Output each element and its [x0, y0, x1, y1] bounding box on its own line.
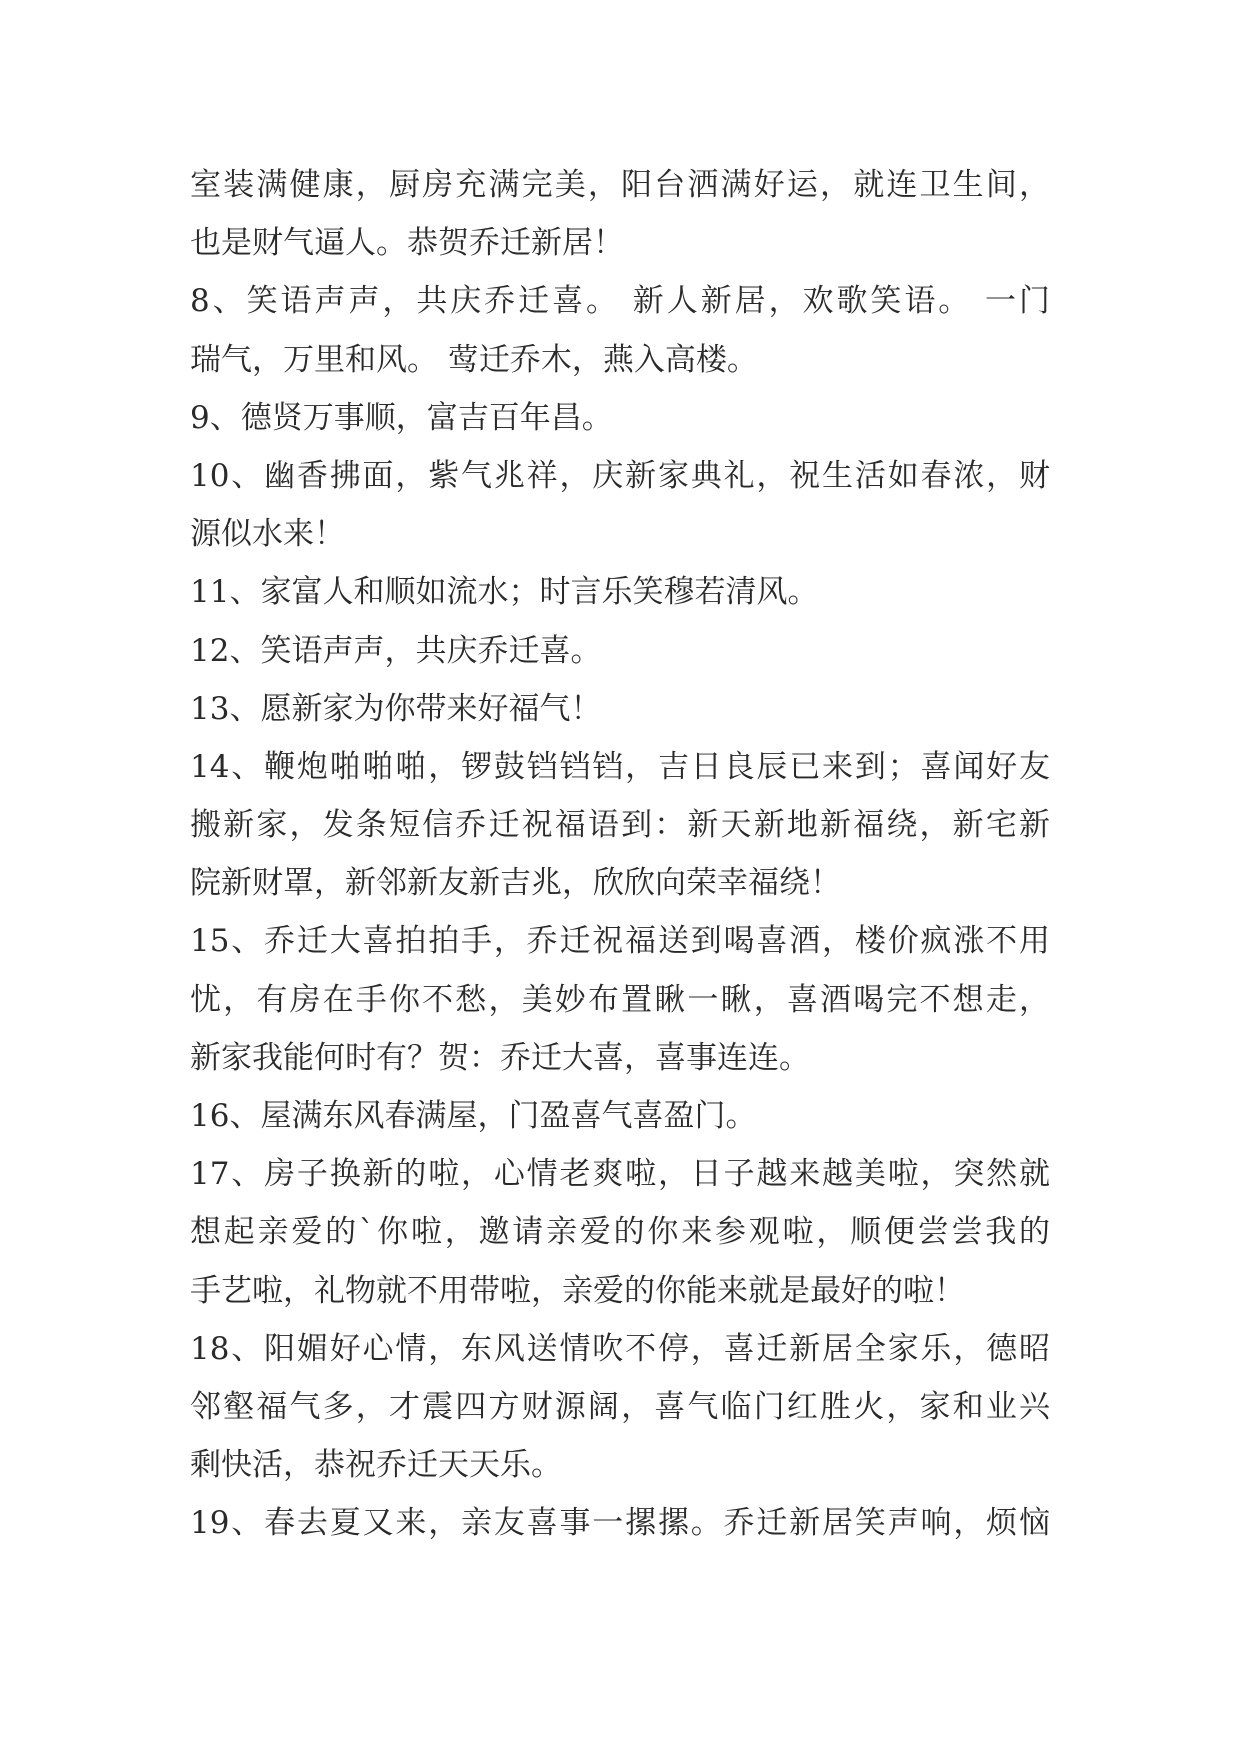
text-line: 19、春去夏又来，亲友喜事一摞摞。乔迁新居笑声响，烦恼: [190, 1505, 1050, 1542]
text-line: 院新财罩，新邻新友新吉兆，欣欣向荣幸福绕！: [190, 865, 841, 902]
text-line: 忧，有房在手你不愁，美妙布置瞅一瞅，喜酒喝完不想走，: [190, 981, 1050, 1018]
text-line: 剩快活，恭祝乔迁天天乐。: [190, 1447, 562, 1484]
text-line: 16、屋满东风春满屋，门盈喜气喜盈门。: [190, 1098, 757, 1134]
text-line: 10、幽香拂面，紫气兆祥，庆新家典礼，祝生活如春浓，财: [190, 457, 1050, 494]
text-line: 瑞气，万里和风。 莺迁乔木，燕入高楼。: [190, 341, 758, 378]
text-line: 15、乔迁大喜拍拍手，乔迁祝福送到喝喜酒，楼价疯涨不用: [190, 923, 1050, 960]
text-line: 想起亲爱的`你啦，邀请亲爱的你来参观啦，顺便尝尝我的: [190, 1214, 1050, 1251]
text-line: 17、房子换新的啦，心情老爽啦，日子越来越美啦，突然就: [190, 1156, 1050, 1193]
text-line: 室装满健康，厨房充满完美，阳台洒满好运，就连卫生间，: [190, 167, 1050, 203]
text-line: 手艺啦，礼物就不用带啦，亲爱的你能来就是最好的啦！: [190, 1272, 965, 1309]
text-line: 也是财气逼人。恭贺乔迁新居！: [190, 225, 624, 262]
text-line: 14、鞭炮啪啪啪，锣鼓铛铛铛，吉日良辰已来到；喜闻好友: [190, 748, 1050, 785]
text-line: 12、笑语声声，共庆乔迁喜。: [190, 632, 602, 669]
text-line: 新家我能何时有？贺：乔迁大喜，喜事连连。: [190, 1039, 810, 1076]
body-text: [190, 156, 1050, 1553]
text-line: 邻壑福气多，才震四方财源阔，喜气临门红胜火，家和业兴: [190, 1388, 1050, 1425]
text-line: 11、家富人和顺如流水；时言乐笑穆若清风。: [190, 574, 819, 611]
text-line: 8、笑语声声，共庆乔迁喜。 新人新居，欢歌笑语。 一门: [190, 283, 1050, 320]
text-line: 9、德贤万事顺，富吉百年昌。: [190, 399, 613, 436]
text-line: 13、愿新家为你带来好福气！: [190, 690, 602, 727]
text-line: 源似水来！: [190, 516, 345, 553]
text-line: 18、阳媚好心情，东风送情吹不停，喜迁新居全家乐，德昭: [190, 1330, 1050, 1367]
text-line: 搬新家，发条短信乔迁祝福语到：新天新地新福绕，新宅新: [190, 807, 1050, 844]
